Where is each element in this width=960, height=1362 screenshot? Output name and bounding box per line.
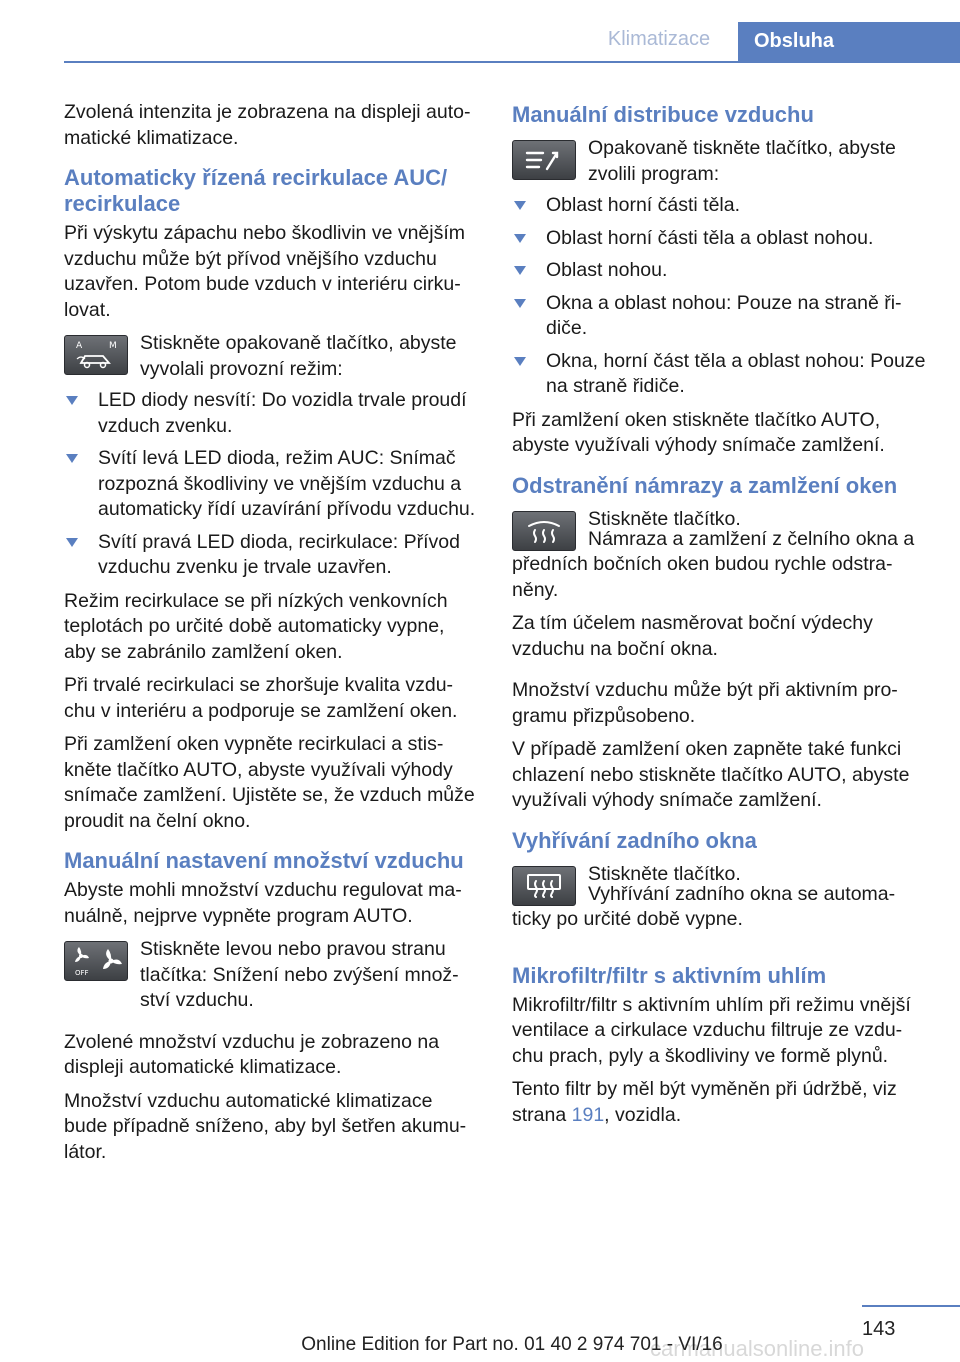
paragraph: Množství vzduchu automatické klimatizace bude případně sníženo, aby byl šetřen akumu‐látor.	[64, 1089, 467, 1163]
chapter-tab[interactable]: Obsluha	[738, 22, 960, 62]
list-item: Svítí pravá LED dioda, recirkulace: Přívod vzduchu zvenku je trvale uzavřen.	[64, 530, 480, 581]
icon-caption-line: Stiskněte tlačítko.	[588, 862, 741, 885]
svg-text:M: M	[109, 341, 117, 351]
list-item: Okna a oblast nohou: Pouze na straně ři‐diče.	[512, 291, 932, 342]
svg-text:OFF: OFF	[75, 969, 89, 977]
bullet-triangle-icon	[514, 299, 526, 308]
left-column	[64, 100, 480, 1173]
icon-caption-line: Stiskněte tlačítko.	[588, 507, 741, 530]
heading-defrost: Odstranění námrazy a zamlžení oken	[512, 472, 898, 498]
icon-caption: Stiskněte levou nebo pravou stranu tlačítka: Snížení nebo zvýšení množ‐ství vzduchu.	[140, 938, 459, 1011]
header-rule	[64, 61, 960, 63]
paragraph: Při trvalé recirkulaci se zhoršuje kvalita vzdu‐chu v interiéru a podporuje se zamlžení oken.	[64, 674, 458, 722]
list-item: Oblast horní části těla.	[512, 193, 932, 219]
page-header	[0, 0, 960, 62]
list-item: Svítí levá LED dioda, režim AUC: Snímač rozpozná škodliviny ve vnějším vzduchu a automaticky řídí uzavírání přívodu vzduchu.	[64, 446, 480, 523]
watermark: carmanualsonline.info	[650, 1336, 865, 1361]
paragraph: Při zamlžení oken vypněte recirkulaci a stis‐kněte tlačítko AUTO, abyste využívali výhody snímače zamlžení. Ujistěte se, že vzduch může proudit na čelní okno.	[64, 733, 475, 832]
bullet-triangle-icon	[66, 538, 78, 547]
heading-rear-window-heating: Vyhřívání zadního okna	[512, 827, 757, 853]
paragraph: Námraza a zamlžení z čelního okna a předních bočních oken budou rychle odstra‐něny.	[512, 527, 915, 601]
paragraph: Při zamlžení oken stiskněte tlačítko AUTO, abyste využívali výhody snímače zamlžení.	[512, 408, 885, 456]
heading-air-distribution: Manuální distribuce vzduchu	[512, 102, 814, 127]
heading-microfilter: Mikrofiltr/filtr s aktivním uhlím	[512, 962, 827, 988]
section-tab[interactable]: Klimatizace	[607, 28, 711, 50]
paragraph: Při výskytu zápachu nebo škodlivin ve vnějším vzduchu může být přívod vnějšího vzduchu uzavřen. Potom bude vzduch v interiéru cirku‐lovat.	[64, 222, 466, 321]
footer-edition: Online Edition for Part no. 01 40 2 974 701 - VI/16	[301, 1334, 723, 1355]
bullet-triangle-icon	[66, 396, 78, 405]
list-item: LED diody nesvítí: Do vozidla trvale proudí vzduch zvenku.	[64, 388, 480, 439]
bullet-triangle-icon	[514, 266, 526, 275]
rear-window-heating-icon	[512, 866, 576, 906]
paragraph: Abyste mohli množství vzduchu regulovat ma‐nuálně, nejprve vypněte program AUTO.	[64, 879, 462, 927]
fan-instruction	[64, 937, 480, 1014]
paragraph: Za tím účelem nasměrovat boční výdechy vzduchu na boční okna.	[512, 612, 873, 660]
paragraph: Zvolené množství vzduchu je zobrazeno na displeji automatické klimatizace.	[64, 1030, 440, 1078]
auc-mode-list	[64, 388, 480, 581]
list-item: Okna, horní část těla a oblast nohou: Pouze na straně řidiče.	[512, 349, 932, 400]
heading-auc: Automaticky řízená recirkulace AUC/ recirkulace	[64, 165, 448, 216]
icon-caption: Opakovaně tiskněte tlačítko, abyste zvolili program:	[588, 137, 896, 185]
bullet-triangle-icon	[514, 201, 526, 210]
page-number: 143	[862, 1318, 896, 1340]
paragraph: Tento filtr by měl být vyměněn při údržbě, viz strana 191, vozidla.	[512, 1078, 897, 1126]
paragraph: Zvolená intenzita je zobrazena na displeji auto‐matické klimatizace.	[64, 101, 471, 149]
footer-rule	[862, 1305, 960, 1307]
paragraph: Vyhřívání zadního okna se automa‐ticky po určité době vypne.	[512, 882, 896, 930]
heading-air-amount: Manuální nastavení množství vzduchu	[64, 848, 464, 873]
paragraph: V případě zamlžení oken zapněte také funkci chlazení nebo stiskněte tlačítko AUTO, abyste využívali výhody snímače zamlžení.	[512, 738, 910, 811]
fan-button-icon	[64, 941, 128, 981]
bullet-triangle-icon	[514, 357, 526, 366]
list-item: Oblast horní části těla a oblast nohou.	[512, 226, 932, 252]
icon-caption: Stiskněte opakovaně tlačítko, abyste vyvolali provozní režim:	[140, 332, 457, 380]
page-reference-link[interactable]: 191	[571, 1103, 605, 1126]
defrost-icon	[512, 511, 576, 551]
distribution-instruction	[512, 136, 932, 187]
paragraph: Množství vzduchu může být při aktivním pro‐gramu přizpůsobeno.	[512, 679, 898, 727]
auc-instruction	[64, 331, 480, 382]
list-item: Oblast nohou.	[512, 258, 932, 284]
right-column	[512, 100, 932, 1136]
bullet-triangle-icon	[66, 454, 78, 463]
paragraph: Mikrofiltr/filtr s aktivním uhlím při režimu vnější ventilace a cirkulace vzduchu filtruje ze vzdu‐chu prach, pyly a škodliviny ve formě plynů.	[512, 993, 911, 1067]
bullet-triangle-icon	[514, 234, 526, 243]
svg-text:A: A	[76, 341, 83, 351]
paragraph: Režim recirkulace se při nízkých venkovních teplotách po určité době automaticky vypne, aby se zabránilo zamlžení oken.	[64, 589, 448, 663]
auc-button-icon	[64, 335, 128, 375]
distribution-program-list	[512, 193, 932, 400]
air-distribution-icon	[512, 140, 576, 180]
